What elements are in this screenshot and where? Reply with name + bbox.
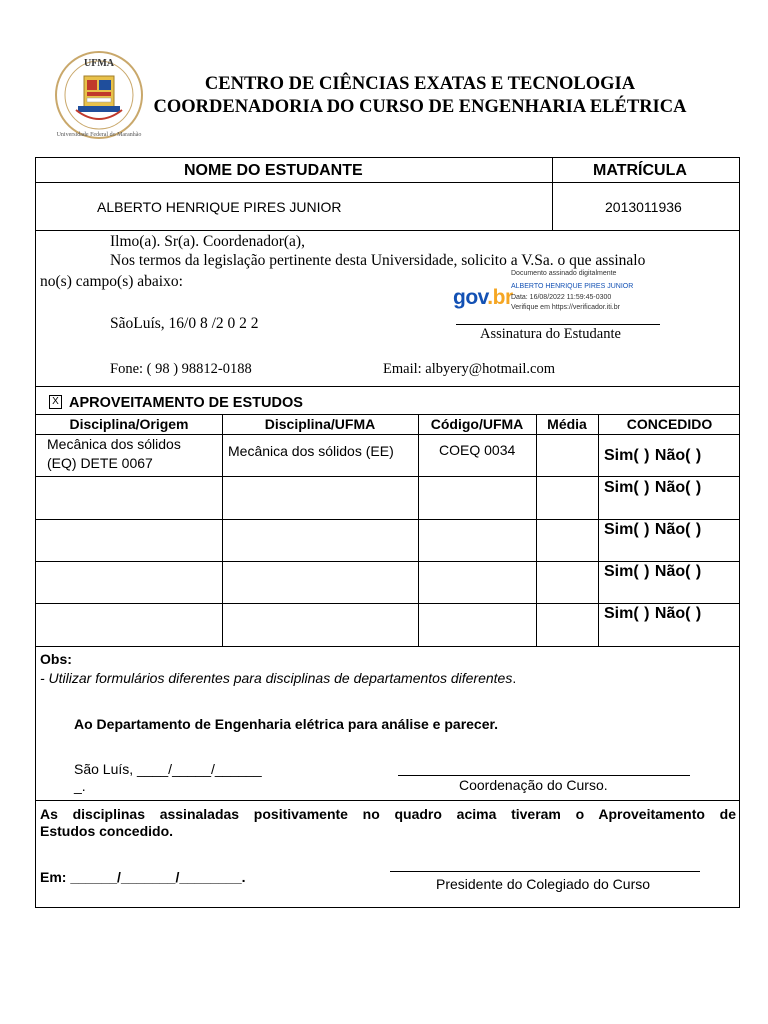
header-title-line1: CENTRO DE CIÊNCIAS EXATAS E TECNOLOGIA bbox=[204, 74, 636, 94]
table-column-divider bbox=[598, 414, 599, 646]
email: Email: albyery@hotmail.com bbox=[383, 361, 556, 377]
col-header-media: Média bbox=[547, 416, 587, 432]
divider bbox=[36, 800, 739, 801]
request-body-line1: Nos termos da legislação pertinente desta Universidade, solicito a V.Sa. o que assinalo bbox=[110, 252, 646, 269]
footer-text-line2: Estudos concedido. bbox=[40, 823, 174, 839]
govbr-digital-signature-stamp bbox=[451, 270, 691, 316]
president-signature-line bbox=[390, 871, 700, 872]
obs-date-line[interactable]: São Luís, ____/_____/______ bbox=[74, 761, 262, 777]
obs-date-line-cont: _. bbox=[74, 778, 86, 794]
aproveitamento-checkbox[interactable]: X bbox=[49, 395, 62, 409]
row1-concedido[interactable]: Sim( ) Não( ) bbox=[604, 447, 702, 464]
col-header-codigo: Código/UFMA bbox=[430, 416, 524, 432]
row1-ufma: Mecânica dos sólidos (EE) bbox=[228, 443, 394, 459]
footer-text-line1: As disciplinas assinaladas positivamente no quadro acima tiveram o Aproveitamento de bbox=[40, 806, 736, 822]
phone: Fone: ( 98 ) 98812-0188 bbox=[110, 361, 252, 377]
student-name[interactable]: ALBERTO HENRIQUE PIRES JUNIOR bbox=[97, 199, 342, 215]
footer-em-line[interactable]: Em: ______/_______/________. bbox=[40, 869, 246, 885]
divider bbox=[36, 414, 739, 415]
logo-ufma-text: UFMA bbox=[84, 58, 114, 69]
row1-origem-line1: Mecânica dos sólidos bbox=[47, 436, 181, 452]
coord-signature-line bbox=[398, 775, 690, 776]
stamp-date: Data: 16/08/2022 11:59:45-0300 bbox=[511, 294, 612, 301]
row4-concedido[interactable]: Sim( ) Não( ) bbox=[604, 563, 702, 580]
col-header-origem: Disciplina/Origem bbox=[69, 416, 189, 432]
section-title: APROVEITAMENTO DE ESTUDOS bbox=[69, 395, 303, 411]
table-row-divider bbox=[36, 519, 739, 520]
divider bbox=[36, 230, 739, 231]
row2-concedido[interactable]: Sim( ) Não( ) bbox=[604, 479, 702, 496]
request-salutation: Ilmo(a). Sr(a). Coordenador(a), bbox=[110, 233, 305, 250]
place-date: SãoLuís, 16/0 8 /2 0 2 2 bbox=[110, 315, 259, 332]
table-column-divider bbox=[222, 414, 223, 646]
obs-label: Obs: bbox=[40, 651, 72, 667]
logo-ring-text: Universidade Federal do Maranhão bbox=[56, 132, 142, 138]
stamp-line1: Documento assinado digitalmente bbox=[511, 270, 617, 277]
stamp-verify-url: Verifique em https://verificador.iti.br bbox=[511, 304, 620, 311]
table-row-divider bbox=[36, 476, 739, 477]
table-column-divider bbox=[536, 414, 537, 646]
stamp-signer-name: ALBERTO HENRIQUE PIRES JUNIOR bbox=[511, 283, 634, 290]
row1-origem-line2: (EQ) DETE 0067 bbox=[47, 455, 153, 471]
row1-codigo: COEQ 0034 bbox=[439, 442, 516, 458]
coord-label: Coordenação do Curso. bbox=[459, 777, 608, 793]
signature-label: Assinatura do Estudante bbox=[480, 326, 621, 342]
table-row-divider bbox=[36, 603, 739, 604]
table-column-divider bbox=[418, 414, 419, 646]
request-body-line2: no(s) campo(s) abaixo: bbox=[40, 273, 183, 290]
divider bbox=[36, 182, 739, 183]
header-column-divider bbox=[552, 158, 553, 230]
row3-concedido[interactable]: Sim( ) Não( ) bbox=[604, 521, 702, 538]
student-name-header: NOME DO ESTUDANTE bbox=[184, 162, 363, 179]
header-title-line2: COORDENADORIA DO CURSO DE ENGENHARIA ELÉTRICA bbox=[153, 97, 687, 117]
col-header-concedido: CONCEDIDO bbox=[626, 416, 713, 432]
request-form bbox=[35, 157, 740, 908]
student-signature-line bbox=[456, 324, 660, 325]
dept-instruction: Ao Departamento de Engenharia elétrica para análise e parecer. bbox=[74, 716, 499, 732]
ufma-seal-logo bbox=[54, 50, 144, 140]
student-matricula[interactable]: 2013011936 bbox=[605, 199, 682, 215]
divider bbox=[36, 646, 739, 647]
matricula-header: MATRÍCULA bbox=[593, 162, 687, 179]
col-header-ufma: Disciplina/UFMA bbox=[264, 416, 376, 432]
president-label: Presidente do Colegiado do Curso bbox=[436, 876, 651, 892]
row5-concedido[interactable]: Sim( ) Não( ) bbox=[604, 605, 702, 622]
divider bbox=[36, 386, 739, 387]
obs-note: - Utilizar formulários diferentes para disciplinas de departamentos diferentes. bbox=[40, 670, 517, 686]
govbr-logo: gov.br bbox=[453, 286, 513, 309]
table-row-divider bbox=[36, 561, 739, 562]
